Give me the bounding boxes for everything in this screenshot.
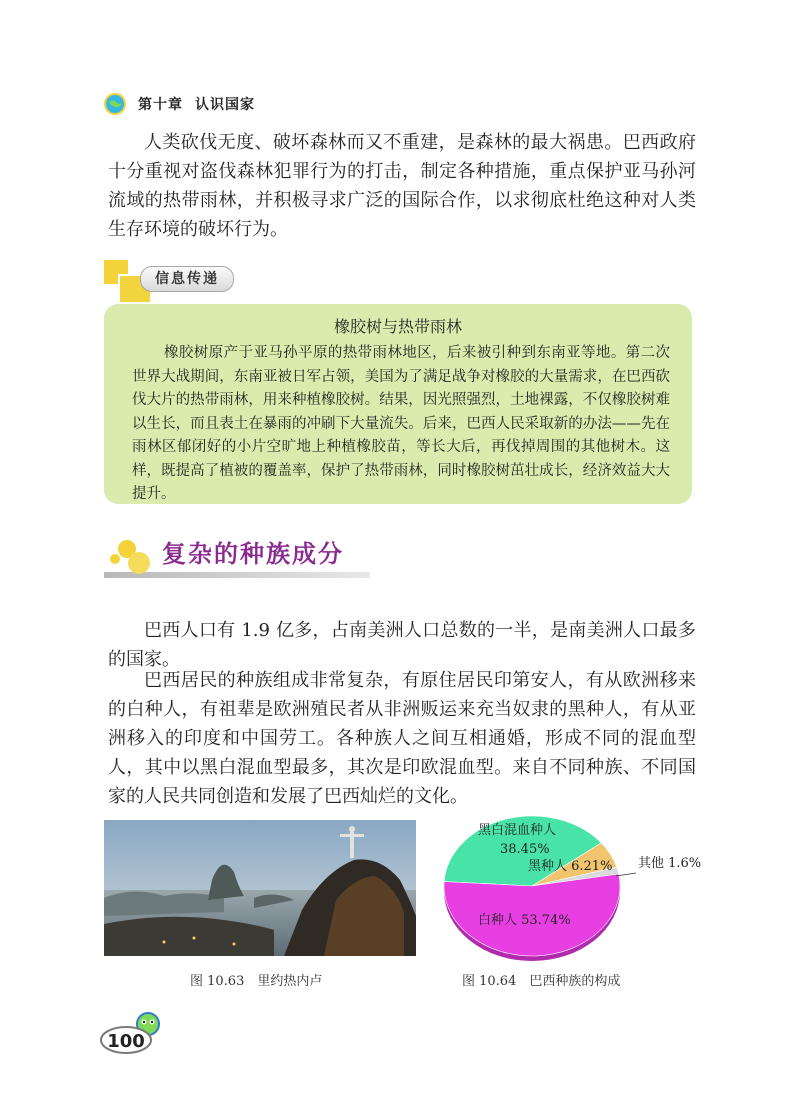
rio-photo bbox=[104, 820, 416, 956]
decor-dot bbox=[110, 554, 120, 564]
figure-caption-rio: 图 10.63 里约热内卢 bbox=[190, 974, 323, 989]
figure-caption-pie: 图 10.64 巴西种族的构成 bbox=[462, 974, 621, 989]
heading-underline bbox=[104, 572, 370, 578]
page-number-badge bbox=[100, 1010, 164, 1054]
ethnicity-paragraph: 巴西居民的种族组成非常复杂，有原住居民印第安人，有从欧洲移来的白种人，有祖辈是欧洲殖民者从非洲贩运来充当奴隶的黑种人，有从亚洲移入的印度和中国劳工。各种族人之间互相通婚，形成不同的混血型人，其中以黑白混血型最多，其次是印欧混血型。来自不同种族、不同国家的人民共同创造和发展了巴西灿烂的文化。 bbox=[108, 670, 696, 807]
intro-paragraph: 人类砍伐无度、破坏森林而又不重建，是森林的最大祸患。巴西政府十分重视对盗伐森林犯罪行为的打击，制定各种措施，重点保护亚马孙河流域的热带雨林，并积极寻求广泛的国际合作，以求彻底杜绝这种对人类生存环境的破坏行为。 bbox=[108, 132, 696, 240]
label-black: 黑种人 6.21% bbox=[528, 859, 613, 874]
info-transfer-label: 信息传递 bbox=[140, 266, 234, 292]
ethnicity-pie-chart bbox=[440, 812, 740, 962]
info-box-body: 橡胶树原产于亚马孙平原的热带雨林地区，后来被引种到东南亚等地。第二次世界大战期间，东南亚被日军占领，美国为了满足战争对橡胶的大量需求，在巴西砍伐大片的热带雨林，用来种植橡胶树。结果，因光照强烈，土地裸露，不仅橡胶树难以生长，而且表土在暴雨的冲刷下大量流失。后来，巴西人民采取新的办法——先在雨林区郁闭好的小片空旷地上种植橡胶苗，等长大后，再伐掉周围的其他树木。这样，既提高了植被的覆盖率，保护了热带雨林，同时橡胶树茁壮成长，经济效益大大提升。 bbox=[132, 345, 670, 502]
chapter-title: 认识国家 bbox=[195, 97, 255, 113]
section-heading bbox=[104, 532, 374, 580]
page-badge-icon bbox=[100, 1010, 164, 1054]
label-other: 其他 1.6% bbox=[638, 856, 702, 871]
population-paragraph: 巴西人口有 1.9 亿多，占南美洲人口总数的一半，是南美洲人口最多的国家。 bbox=[108, 620, 696, 670]
info-box-title: 橡胶树与热带雨林 bbox=[333, 317, 462, 336]
page-number: 100 bbox=[107, 1031, 145, 1052]
label-white: 白种人 53.74% bbox=[478, 913, 571, 928]
chapter-header bbox=[104, 92, 255, 116]
label-mixed-value: 38.45% bbox=[500, 842, 550, 857]
globe-icon bbox=[104, 93, 126, 115]
info-transfer-tab bbox=[104, 252, 244, 300]
label-mixed-name: 黑白混血种人 bbox=[478, 823, 557, 838]
pie-chart-svg bbox=[440, 812, 740, 962]
rio-landscape-image bbox=[104, 820, 416, 956]
section-title: 复杂的种族成分 bbox=[162, 540, 344, 568]
chapter-label: 第十章 bbox=[138, 97, 183, 113]
decor-dot bbox=[128, 552, 150, 574]
info-box bbox=[104, 304, 692, 504]
